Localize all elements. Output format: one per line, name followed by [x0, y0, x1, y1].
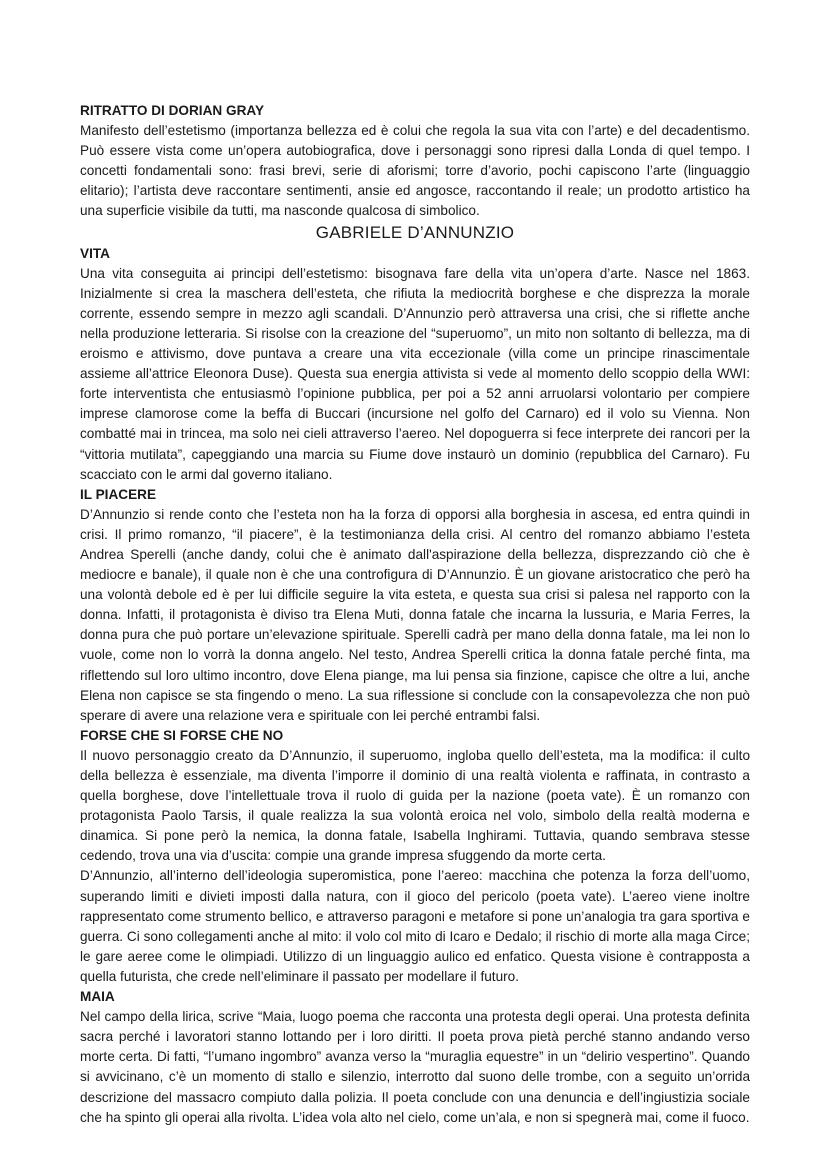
paragraph-il-piacere: D’Annunzio si rende conto che l’esteta non ha la forza di opporsi alla borghesia in ascesa, ed entra quindi in crisi. Il primo romanzo, “il piacere”, è la testimonianza della crisi. Al centro del romanzo abbiamo l’esteta Andrea Sperelli (anche dandy, colui che è animato dall'aspirazione della bellezza, disprezzando ciò che è mediocre e banale), il quale non è che una controfigura di D’Annunzio. È un giovane aristocratico che però ha una volontà debole ed è per lui difficile seguire la vita esteta, e questa sua crisi si palesa nel rapporto con la donna. Infatti, il protagonista è diviso tra Elena Muti, donna fatale che incarna la lussuria, e Maria Ferres, la donna pura che può portare un’elevazione spirituale. Sperelli cadrà per mano della donna fatale, ma lei non lo vuole, come non lo vorrà la donna angelo. Nel testo, Andrea Sperelli critica la donna fatale perché finta, ma riflettendo sul loro ultimo incontro, dove Elena piange, ma lui pensa sia finzione, capisce che oltre a lui, anche Elena non capisce se sta fingendo o meno. La sua riflessione si conclude con la consapevolezza che non può sperare di avere una relazione vera e spirituale con lei perché entrambi falsi.: [80, 506, 750, 723]
section-heading-vita: VITA: [80, 245, 110, 261]
paragraph-dorian-gray: Manifesto dell’estetismo (importanza bellezza ed è colui che regola la sua vita con l’arte) e del decadentismo. Può essere vista come un’opera autobiografica, dove i personaggi sono ripresi dalla Londa di quel tempo. I concetti fondamentali sono: frasi brevi, serie di aforismi; torre d’avorio, pochi capiscono l’arte (linguaggio elitario); l’artista deve raccontare sentimenti, ansie ed angosce, raccontando il reale; un prodotto artistico ha una superficie visibile da tutti, ma nasconde qualcosa di simbolico.: [80, 123, 750, 219]
section-heading-il-piacere: IL PIACERE: [80, 486, 157, 502]
paragraph-vita: Una vita conseguita ai principi dell’estetismo: bisognava fare della vita un’opera d’arte. Nasce nel 1863. Inizialmente si crea la maschera dell’esteta, che rifiuta la mediocrità borghese e che disprezza la morale corrente, essendo sempre in mezzo agli scandali. D’Annunzio però attraversa una crisi, che si riflette anche nella produzione letteraria. Si risolse con la creazione del “superuomo”, un mito non soltanto di bellezza, ma di eroismo e attivismo, dove puntava a creare una vita eccezionale (villa come un principe rinascimentale assieme all’attrice Eleonora Duse). Questa sua energia attivista si vede al momento dello scoppio della WWI: forte interventista che entusiasmò l’opinione pubblica, per poi a 52 anni arruolarsi volontario per compiere imprese clamorose come la beffa di Buccari (incursione nel golfo del Carnaro) ed il volo su Vienna. Non combatté mai in trincea, ma solo nei cieli attraverso l’aereo. Nel dopoguerra si fece interprete dei rancori per la “vittoria mutilata”, capeggiando una marcia su Fiume dove instaurò un dominio (repubblica del Carnaro). Fu scacciato con le armi dal governo italiano.: [80, 265, 750, 482]
paragraph-forse-che-si-2: D’Annunzio, all’interno dell’ideologia superomistica, pone l’aereo: macchina che potenza la forza dell’uomo, superando limiti e divieti imposti dalla natura, con il gioco del pericolo (poeta vate). L’aereo viene inoltre rappresentato come strumento bellico, e attraverso paragoni e metafore si pone un’analogia tra gara sportiva e guerra. Ci sono collegamenti anche al mito: il volo col mito di Icaro e Dedalo; il rischio di morte alla maga Circe; le gare aeree come le olimpiadi. Utilizzo di un linguaggio aulico ed enfatico. Questa visione è contrapposta a quella futurista, che crede nell’eliminare il passato per modellare il futuro.: [80, 868, 750, 984]
document-title: GABRIELE D’ANNUNZIO: [315, 222, 515, 242]
paragraph-maia: Nel campo della lirica, scrive “Maia, luogo poema che racconta una protesta degli operai. Una protesta definita sacra perché i lavoratori stanno lottando per i loro diritti. Il poeta prova pietà perché stanno andando verso morte certa. Di fatti, “l’umano ingombro” avanza verso la “muraglia equestre” in un “delirio vespertino”. Quando si avvicinano, c’è un momento di stallo e silenzio, interrotto dal suono delle trombe, con a seguito un’orrida descrizione del massacro compiuto dalla polizia. Il poeta conclude con una denuncia e dell’ingiustizia sociale che ha spinto gli operai alla rivolta. L’idea vola alto nel cielo, come un’ala, e non si spegnerà mai, come il fuoco.: [80, 1009, 750, 1125]
paragraph-forse-che-si-1: Il nuovo personaggio creato da D’Annunzio, il superuomo, ingloba quello dell’esteta, ma la modifica: il culto della bellezza è essenziale, ma diventa l’imporre il dominio di una realtà violenta e raffinata, in contrasto a quella borghese, dove l’intellettuale trova il ruolo di guida per la nazione (poeta vate). È un romanzo con protagonista Paolo Tarsis, il quale realizza la sua volontà eroica nel volo, simbolo della realtà moderna e dinamica. Si pone però la nemica, la donna fatale, Isabella Inghirami. Tuttavia, quando sembrava stesse cedendo, trova una via d’uscita: compie una grande impresa sfuggendo da morte certa.: [80, 747, 750, 864]
section-heading-maia: MAIA: [80, 989, 115, 1005]
section-heading-dorian-gray: RITRATTO DI DORIAN GRAY: [80, 103, 265, 118]
document-page: [80, 101, 750, 1128]
section-heading-forse-che-si: FORSE CHE SI FORSE CHE NO: [80, 727, 284, 743]
